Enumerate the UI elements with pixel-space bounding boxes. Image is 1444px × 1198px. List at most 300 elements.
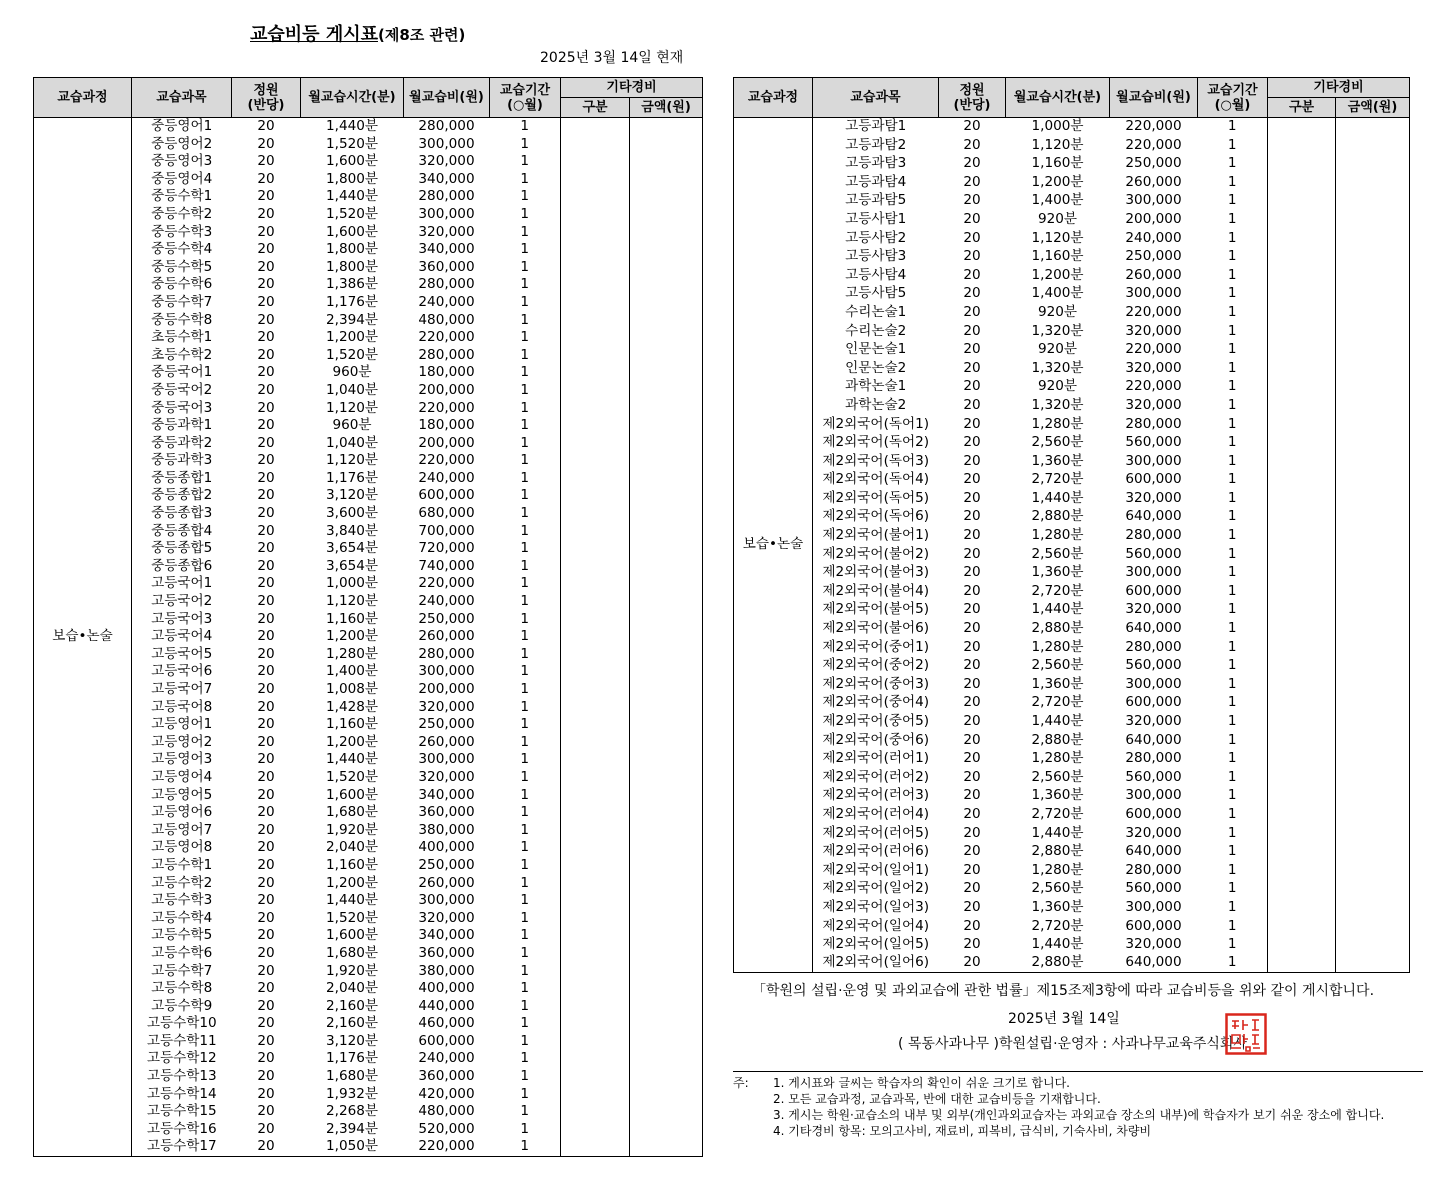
table-row bbox=[34, 259, 703, 277]
period-cell: 1 bbox=[490, 980, 561, 998]
course-name: 보습•논술 bbox=[34, 118, 132, 1157]
period-cell: 1 bbox=[1198, 675, 1268, 694]
period-cell: 1 bbox=[490, 575, 561, 593]
subject-cell: 고등수학8 bbox=[132, 980, 232, 998]
subject-cell: 고등영어3 bbox=[132, 751, 232, 769]
subject-cell: 제2외국어(중어3) bbox=[813, 675, 939, 694]
period-cell: 1 bbox=[490, 716, 561, 734]
subject-cell: 중등종합1 bbox=[132, 470, 232, 488]
table-row bbox=[734, 359, 1410, 378]
subject-cell: 고등사탐5 bbox=[813, 285, 939, 304]
other-amount-cell bbox=[1336, 843, 1410, 862]
capacity-cell: 20 bbox=[963, 118, 981, 135]
fee-cell: 480,000 bbox=[418, 1103, 475, 1120]
capacity-cell: 20 bbox=[963, 527, 981, 544]
fee-cell: 600,000 bbox=[418, 487, 475, 504]
table-row bbox=[34, 734, 703, 752]
notes-section bbox=[733, 1071, 1423, 1139]
other-amount-cell bbox=[1336, 266, 1410, 285]
subject-cell: 과학논술2 bbox=[813, 396, 939, 415]
other-amount-cell bbox=[630, 787, 703, 805]
capacity-cell: 20 bbox=[257, 768, 275, 785]
table-row bbox=[34, 1068, 703, 1086]
hours-cell: 1,360분 bbox=[1031, 898, 1084, 915]
hours-cell: 2,560분 bbox=[1031, 880, 1084, 897]
fee-cell: 320,000 bbox=[418, 223, 475, 240]
period-cell: 1 bbox=[490, 1086, 561, 1104]
period-cell: 1 bbox=[490, 452, 561, 470]
other-amount-cell bbox=[630, 857, 703, 875]
period-cell: 1 bbox=[490, 153, 561, 171]
period-cell: 1 bbox=[1198, 229, 1268, 248]
hours-cell: 1,320분 bbox=[1031, 359, 1084, 376]
table-row bbox=[34, 681, 703, 699]
fee-cell: 340,000 bbox=[418, 241, 475, 258]
period-cell: 1 bbox=[1198, 898, 1268, 917]
capacity-cell: 20 bbox=[257, 276, 275, 293]
fee-cell: 280,000 bbox=[1125, 527, 1182, 544]
hours-cell: 1,160분 bbox=[325, 856, 379, 873]
other-type-cell bbox=[561, 716, 630, 734]
fee-cell: 260,000 bbox=[418, 628, 475, 645]
header-other-expenses: 기타경비 bbox=[1268, 78, 1410, 98]
capacity-cell: 20 bbox=[963, 601, 981, 618]
other-amount-cell bbox=[1336, 824, 1410, 843]
table-row bbox=[734, 824, 1410, 843]
fee-cell: 320,000 bbox=[1125, 489, 1182, 506]
subject-cell: 인문논술1 bbox=[813, 341, 939, 360]
fee-cell: 700,000 bbox=[418, 522, 475, 539]
other-type-cell bbox=[561, 347, 630, 365]
table-row bbox=[734, 434, 1410, 453]
other-amount-cell bbox=[630, 382, 703, 400]
subject-cell: 고등영어4 bbox=[132, 769, 232, 787]
other-type-cell bbox=[1268, 155, 1336, 174]
fee-cell: 560,000 bbox=[1125, 545, 1182, 562]
other-type-cell bbox=[561, 206, 630, 224]
fee-cell: 220,000 bbox=[1125, 118, 1182, 135]
period-cell: 1 bbox=[1198, 322, 1268, 341]
other-amount-cell bbox=[1336, 898, 1410, 917]
capacity-cell: 20 bbox=[257, 874, 275, 891]
other-amount-cell bbox=[630, 1050, 703, 1068]
subject-cell: 중등종합4 bbox=[132, 523, 232, 541]
other-amount-cell bbox=[630, 611, 703, 629]
fee-cell: 240,000 bbox=[418, 469, 475, 486]
fee-cell: 300,000 bbox=[1125, 898, 1182, 915]
other-amount-cell bbox=[630, 171, 703, 189]
hours-cell: 1,600분 bbox=[325, 786, 379, 803]
other-amount-cell bbox=[630, 276, 703, 294]
fee-cell: 200,000 bbox=[418, 434, 475, 451]
table-row bbox=[34, 206, 703, 224]
other-type-cell bbox=[561, 329, 630, 347]
subject-cell: 제2외국어(불어4) bbox=[813, 582, 939, 601]
fee-cell: 380,000 bbox=[418, 821, 475, 838]
table-row bbox=[734, 136, 1410, 155]
other-amount-cell bbox=[1336, 694, 1410, 713]
fee-cell: 600,000 bbox=[418, 1032, 475, 1049]
period-cell: 1 bbox=[490, 892, 561, 910]
other-amount-cell bbox=[1336, 917, 1410, 936]
fee-cell: 180,000 bbox=[418, 364, 475, 381]
fee-cell: 600,000 bbox=[1125, 694, 1182, 711]
table-row bbox=[734, 415, 1410, 434]
other-amount-cell bbox=[630, 259, 703, 277]
capacity-cell: 20 bbox=[963, 768, 981, 785]
header-period: 교습기간 (○월) bbox=[1198, 78, 1268, 118]
period-cell: 1 bbox=[490, 1015, 561, 1033]
hours-cell: 1,400분 bbox=[325, 663, 379, 680]
fee-cell: 250,000 bbox=[418, 856, 475, 873]
other-type-cell bbox=[561, 593, 630, 611]
other-type-cell bbox=[561, 364, 630, 382]
table-row bbox=[34, 822, 703, 840]
hours-cell: 1,176분 bbox=[325, 1050, 379, 1067]
subject-cell: 중등영어2 bbox=[132, 136, 232, 154]
other-type-cell bbox=[561, 681, 630, 699]
other-type-cell bbox=[1268, 192, 1336, 211]
legal-notice: 「학원의 설립·운영 및 과외교습에 관한 법률」제15조제3항에 따라 교습비등을 위와 같이 게시합니다. bbox=[752, 983, 1375, 999]
other-type-cell bbox=[1268, 210, 1336, 229]
period-cell: 1 bbox=[1198, 917, 1268, 936]
hours-cell: 1,320분 bbox=[1031, 396, 1084, 413]
capacity-cell: 20 bbox=[963, 843, 981, 860]
other-amount-cell bbox=[630, 681, 703, 699]
other-amount-cell bbox=[630, 892, 703, 910]
hours-cell: 1,428분 bbox=[325, 698, 379, 715]
subject-cell: 고등국어4 bbox=[132, 628, 232, 646]
period-cell: 1 bbox=[1198, 434, 1268, 453]
period-cell: 1 bbox=[1198, 155, 1268, 174]
hours-cell: 1,520분 bbox=[325, 768, 379, 785]
other-type-cell bbox=[1268, 582, 1336, 601]
hours-cell: 1,360분 bbox=[1031, 564, 1084, 581]
capacity-cell: 20 bbox=[963, 452, 981, 469]
table-row bbox=[734, 805, 1410, 824]
other-amount-cell bbox=[630, 294, 703, 312]
other-amount-cell bbox=[1336, 713, 1410, 732]
other-amount-cell bbox=[630, 347, 703, 365]
period-cell: 1 bbox=[1198, 824, 1268, 843]
capacity-cell: 20 bbox=[963, 173, 981, 190]
subject-cell: 제2외국어(불어2) bbox=[813, 545, 939, 564]
table-row bbox=[734, 489, 1410, 508]
table-row bbox=[34, 945, 703, 963]
other-type-cell bbox=[561, 910, 630, 928]
fee-cell: 460,000 bbox=[418, 1015, 475, 1032]
subject-cell: 수리논술2 bbox=[813, 322, 939, 341]
period-cell: 1 bbox=[1198, 341, 1268, 360]
hours-cell: 2,160분 bbox=[325, 997, 379, 1014]
hours-cell: 1,680분 bbox=[325, 944, 379, 961]
period-cell: 1 bbox=[490, 839, 561, 857]
capacity-cell: 20 bbox=[257, 258, 275, 275]
table-row bbox=[34, 347, 703, 365]
other-type-cell bbox=[561, 787, 630, 805]
other-amount-cell bbox=[1336, 192, 1410, 211]
hours-cell: 1,400분 bbox=[1031, 192, 1084, 209]
period-cell: 1 bbox=[490, 294, 561, 312]
subject-cell: 중등종합5 bbox=[132, 540, 232, 558]
subject-cell: 중등종합3 bbox=[132, 505, 232, 523]
table-row bbox=[734, 638, 1410, 657]
other-amount-cell bbox=[1336, 489, 1410, 508]
other-amount-cell bbox=[630, 400, 703, 418]
hours-cell: 2,720분 bbox=[1031, 471, 1084, 488]
hours-cell: 960분 bbox=[332, 364, 372, 381]
capacity-cell: 20 bbox=[963, 248, 981, 265]
fee-cell: 260,000 bbox=[1125, 266, 1182, 283]
other-type-cell bbox=[1268, 118, 1336, 137]
subject-cell: 고등수학5 bbox=[132, 927, 232, 945]
period-cell: 1 bbox=[490, 523, 561, 541]
note-item bbox=[733, 1091, 1423, 1107]
hours-cell: 1,440분 bbox=[325, 751, 379, 768]
table-row bbox=[34, 1015, 703, 1033]
table-row bbox=[34, 663, 703, 681]
fee-cell: 340,000 bbox=[418, 927, 475, 944]
other-type-cell bbox=[1268, 657, 1336, 676]
other-amount-cell bbox=[630, 505, 703, 523]
other-amount-cell bbox=[630, 487, 703, 505]
period-cell: 1 bbox=[1198, 359, 1268, 378]
capacity-cell: 20 bbox=[963, 787, 981, 804]
subject-cell: 중등영어1 bbox=[132, 118, 232, 136]
subject-cell: 중등영어4 bbox=[132, 171, 232, 189]
capacity-cell: 20 bbox=[257, 1085, 275, 1102]
subject-cell: 제2외국어(일어3) bbox=[813, 898, 939, 917]
period-cell: 1 bbox=[1198, 266, 1268, 285]
capacity-cell: 20 bbox=[257, 716, 275, 733]
capacity-cell: 20 bbox=[257, 487, 275, 504]
subject-cell: 제2외국어(러어1) bbox=[813, 750, 939, 769]
table-row bbox=[734, 936, 1410, 955]
fee-cell: 300,000 bbox=[1125, 285, 1182, 302]
hours-cell: 2,720분 bbox=[1031, 582, 1084, 599]
other-amount-cell bbox=[1336, 173, 1410, 192]
hours-cell: 1,120분 bbox=[1031, 136, 1084, 153]
other-type-cell bbox=[1268, 248, 1336, 267]
table-row bbox=[734, 378, 1410, 397]
other-type-cell bbox=[1268, 880, 1336, 899]
capacity-cell: 20 bbox=[963, 657, 981, 674]
signature-date: 2025년 3월 14일 bbox=[1008, 1011, 1120, 1027]
subject-cell: 고등수학13 bbox=[132, 1068, 232, 1086]
hours-cell: 2,560분 bbox=[1031, 545, 1084, 562]
capacity-cell: 20 bbox=[257, 593, 275, 610]
capacity-cell: 20 bbox=[963, 675, 981, 692]
other-amount-cell bbox=[1336, 136, 1410, 155]
fee-cell: 320,000 bbox=[1125, 601, 1182, 618]
table-row bbox=[734, 527, 1410, 546]
subject-cell: 제2외국어(일어4) bbox=[813, 917, 939, 936]
capacity-cell: 20 bbox=[257, 628, 275, 645]
table-row bbox=[34, 364, 703, 382]
period-cell: 1 bbox=[1198, 861, 1268, 880]
period-cell: 1 bbox=[1198, 620, 1268, 639]
capacity-cell: 20 bbox=[257, 804, 275, 821]
period-cell: 1 bbox=[1198, 713, 1268, 732]
fee-cell: 320,000 bbox=[1125, 713, 1182, 729]
fee-cell: 400,000 bbox=[418, 839, 475, 856]
subject-cell: 제2외국어(불어6) bbox=[813, 620, 939, 639]
table-row bbox=[34, 646, 703, 664]
table-row bbox=[34, 505, 703, 523]
hours-cell: 2,880분 bbox=[1031, 731, 1084, 748]
subject-cell: 중등종합2 bbox=[132, 487, 232, 505]
fee-cell: 680,000 bbox=[418, 505, 475, 522]
period-cell: 1 bbox=[490, 628, 561, 646]
hours-cell: 1,800분 bbox=[325, 241, 379, 258]
subject-cell: 고등사탐2 bbox=[813, 229, 939, 248]
subject-cell: 고등과탐4 bbox=[813, 173, 939, 192]
other-amount-cell bbox=[1336, 805, 1410, 824]
hours-cell: 1,040분 bbox=[325, 381, 379, 398]
other-type-cell bbox=[561, 699, 630, 717]
capacity-cell: 20 bbox=[963, 750, 981, 767]
other-amount-cell bbox=[630, 998, 703, 1016]
period-cell: 1 bbox=[1198, 750, 1268, 769]
table-row bbox=[734, 657, 1410, 676]
fee-cell: 640,000 bbox=[1125, 620, 1182, 637]
fee-cell: 320,000 bbox=[1125, 936, 1182, 953]
subject-cell: 중등과학2 bbox=[132, 435, 232, 453]
other-amount-cell bbox=[1336, 378, 1410, 397]
period-cell: 1 bbox=[1198, 545, 1268, 564]
capacity-cell: 20 bbox=[963, 285, 981, 302]
fee-cell: 250,000 bbox=[1125, 248, 1182, 265]
capacity-cell: 20 bbox=[963, 434, 981, 451]
header-other-amount: 금액(원) bbox=[630, 98, 703, 118]
hours-cell: 1,160분 bbox=[1031, 248, 1084, 265]
hours-cell: 1,200분 bbox=[325, 628, 379, 645]
other-type-cell bbox=[561, 153, 630, 171]
other-amount-cell bbox=[1336, 155, 1410, 174]
other-amount-cell bbox=[1336, 620, 1410, 639]
other-amount-cell bbox=[630, 699, 703, 717]
capacity-cell: 20 bbox=[963, 136, 981, 153]
subject-cell: 고등과탐5 bbox=[813, 192, 939, 211]
header-fee: 월교습비(원) bbox=[1110, 78, 1198, 118]
other-type-cell bbox=[561, 857, 630, 875]
note-item bbox=[733, 1075, 1423, 1091]
capacity-cell: 20 bbox=[257, 962, 275, 979]
other-type-cell bbox=[561, 1050, 630, 1068]
period-cell: 1 bbox=[1198, 731, 1268, 750]
subject-cell: 고등국어6 bbox=[132, 663, 232, 681]
other-amount-cell bbox=[630, 224, 703, 242]
capacity-cell: 20 bbox=[257, 469, 275, 486]
other-type-cell bbox=[561, 276, 630, 294]
other-amount-cell bbox=[630, 1068, 703, 1086]
other-amount-cell bbox=[1336, 229, 1410, 248]
table-row bbox=[34, 487, 703, 505]
table-row bbox=[734, 471, 1410, 490]
table-row bbox=[34, 224, 703, 242]
subject-cell: 제2외국어(독어2) bbox=[813, 434, 939, 453]
subject-cell: 제2외국어(중어6) bbox=[813, 731, 939, 750]
other-type-cell bbox=[1268, 434, 1336, 453]
header-course: 교습과정 bbox=[734, 78, 813, 118]
hours-cell: 1,160분 bbox=[325, 610, 379, 627]
capacity-cell: 20 bbox=[963, 564, 981, 581]
hours-cell: 1,320분 bbox=[1031, 322, 1084, 339]
period-cell: 1 bbox=[1198, 768, 1268, 787]
subject-cell: 고등사탐3 bbox=[813, 248, 939, 267]
fee-cell: 220,000 bbox=[1125, 136, 1182, 153]
hours-cell: 3,840분 bbox=[325, 522, 379, 539]
hours-cell: 920분 bbox=[1037, 303, 1078, 320]
period-cell: 1 bbox=[490, 136, 561, 154]
hours-cell: 2,880분 bbox=[1031, 843, 1084, 860]
table-row bbox=[734, 917, 1410, 936]
table-row bbox=[734, 508, 1410, 527]
table-row bbox=[734, 861, 1410, 880]
header-hours: 월교습시간(분) bbox=[1006, 78, 1110, 118]
hours-cell: 2,560분 bbox=[1031, 657, 1084, 674]
table-row bbox=[34, 382, 703, 400]
hours-cell: 1,800분 bbox=[325, 170, 379, 187]
table-row bbox=[734, 880, 1410, 899]
fee-cell: 320,000 bbox=[418, 153, 475, 170]
other-amount-cell bbox=[1336, 285, 1410, 304]
subject-cell: 수리논술1 bbox=[813, 303, 939, 322]
other-amount-cell bbox=[1336, 322, 1410, 341]
other-amount-cell bbox=[1336, 118, 1410, 137]
fee-cell: 600,000 bbox=[1125, 471, 1182, 488]
subject-cell: 제2외국어(러어4) bbox=[813, 805, 939, 824]
other-type-cell bbox=[561, 1121, 630, 1139]
fee-cell: 220,000 bbox=[1125, 303, 1182, 320]
hours-cell: 3,600분 bbox=[325, 505, 379, 522]
period-cell: 1 bbox=[1198, 638, 1268, 657]
capacity-cell: 20 bbox=[257, 505, 275, 522]
hours-cell: 1,120분 bbox=[325, 593, 379, 610]
other-amount-cell bbox=[1336, 452, 1410, 471]
other-type-cell bbox=[1268, 620, 1336, 639]
hours-cell: 1,000분 bbox=[1031, 118, 1084, 135]
fee-cell: 200,000 bbox=[418, 681, 475, 697]
other-type-cell bbox=[1268, 471, 1336, 490]
table-row bbox=[734, 898, 1410, 917]
subject-cell: 초등수학1 bbox=[132, 329, 232, 347]
other-amount-cell bbox=[630, 206, 703, 224]
capacity-cell: 20 bbox=[257, 909, 275, 926]
hours-cell: 1,008분 bbox=[325, 681, 379, 697]
other-amount-cell bbox=[1336, 210, 1410, 229]
subject-cell: 고등국어2 bbox=[132, 593, 232, 611]
other-type-cell bbox=[561, 963, 630, 981]
header-hours: 월교습시간(분) bbox=[301, 78, 404, 118]
hours-cell: 2,040분 bbox=[325, 980, 379, 997]
table-row bbox=[34, 875, 703, 893]
course-name: 보습•논술 bbox=[734, 118, 813, 973]
other-amount-cell bbox=[630, 1033, 703, 1051]
other-type-cell bbox=[561, 1138, 630, 1156]
other-type-cell bbox=[1268, 824, 1336, 843]
other-amount-cell bbox=[630, 663, 703, 681]
other-amount-cell bbox=[630, 980, 703, 998]
subject-cell: 고등국어1 bbox=[132, 575, 232, 593]
other-type-cell bbox=[1268, 359, 1336, 378]
period-cell: 1 bbox=[490, 206, 561, 224]
subject-cell: 고등국어3 bbox=[132, 611, 232, 629]
table-row bbox=[34, 118, 703, 136]
fee-cell: 300,000 bbox=[418, 205, 475, 222]
period-cell: 1 bbox=[1198, 378, 1268, 397]
other-amount-cell bbox=[630, 945, 703, 963]
